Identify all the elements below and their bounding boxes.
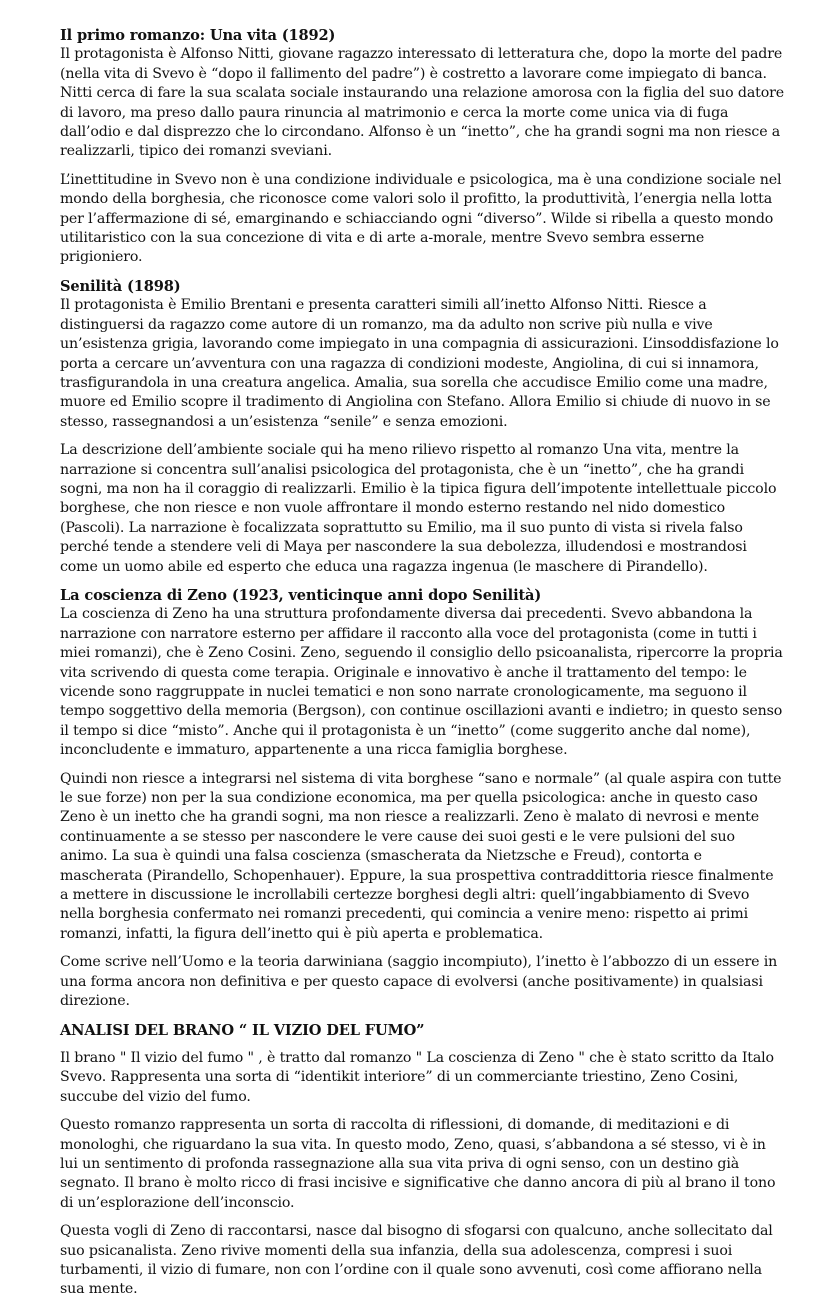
paragraph: La coscienza di Zeno ha una struttura profondamente diversa dai precedenti. Svevo abbandona la narrazione con narratore esterno per affidare il racconto alla voce del protagonista (come in tutti i miei romanzi), che è Zeno Cosini. Zeno, seguendo il consiglio dello psicoanalista, ripercorre la propria vita scrivendo di questa come terapia. Originale e innovativo è anche il trattamento del tempo: le vicende sono raggruppate in nuclei tematici e non sono narrate cronologicamente, ma seguono il tempo soggettivo della memoria (Bergson), con continue oscillazioni avanti e indietro; in questo senso il tempo si dice “misto”. Anche qui il protagonista è un “inetto” (come suggerito anche dal nome), inconcludente e immaturo, appartenente a una ricca famiglia borghese. [60,606,783,759]
paragraph: Questa vogli di Zeno di raccontarsi, nasce dal bisogno di sfogarsi con qualcuno, anche sollecitato dal suo psicanalista. Zeno rivive momenti della sua infanzia, della sua adolescenza, compresi i suoi turbamenti, il vizio di fumare, non con l’ordine con il quale sono avvenuti, così come affiorano nella sua mente. [60,1223,773,1298]
paragraph: L’inettitudine in Svevo non è una condizione individuale e psicologica, ma è una condizione sociale nel mondo della borghesia, che riconosce come valori solo il profitto, la produttività, l’energia nella lotta per l’affermazione di sé, emarginando e schiacciando ogni “diverso”. Wilde si ribella a questo mondo utilitaristico con la sua concezione di vita e di arte a-morale, mentre Svevo sembra esserne prigioniero. [60,171,782,266]
section-senilita [60,277,784,577]
paragraph: Il protagonista è Emilio Brentani e presenta caratteri simili all’inetto Alfonso Nitti. Riesce a distinguersi da ragazzo come autore di un romanzo, ma da adulto non scrive più nulla e vive un’esistenza grigia, lavorando come impiegato in una compagnia di assicurazioni. L’insoddisfazione lo porta a cercare un’avventura con una ragazza di condizioni modeste, Angiolina, di cui si innamora, trasfigurandola in una creatura angelica. Amalia, sua sorella che accudisce Emilio come una madre, muore ed Emilio scopre il tradimento di Angiolina con Stefano. Allora Emilio si chiude di nuovo in se stesso, rassegnandosi a un’esistenza “senile” e senza emozioni. [60,297,779,430]
paragraph: Il brano " Il vizio del fumo " , è tratto dal romanzo " La coscienza di Zeno " che è stato scritto da Italo Svevo. Rappresenta una sorta di “identikit interiore” di un commerciante triestino, Zeno Cosini, succube del vizio del fumo. [60,1049,774,1105]
paragraph: Quindi non riesce a integrarsi nel sistema di vita borghese “sano e normale” (al quale aspira con tutte le sue forze) non per la sua condizione economica, ma per quella psicologica: anche in questo caso Zeno è un inetto che ha grandi sogni, ma non riesce a realizzarli. Zeno è malato di nevrosi e mente continuamente a se stesso per nascondere le vere cause dei suoi gesti e le vere pulsioni del suo animo. La sua è quindi una falsa coscienza (smascherata da Nietzsche e Freud), contorta e mascherata (Pirandello, Schopenhauer). Eppure, la sua prospettiva contraddittoria riesce finalmente a mettere in discussione le incrollabili certezze borghesi degli altri: quell’ingabbiamento di Svevo nella borghesia confermato nei romanzi precedenti, qui comincia a venire meno: rispetto ai primi romanzi, infatti, la figura dell’inetto qui è più aperta e problematica. [60,770,782,942]
analysis-title: ANALISI DEL BRANO “ IL VIZIO DEL FUMO” [60,1021,425,1039]
paragraph: Come scrive nell’Uomo e la teoria darwiniana (saggio incompiuto), l’inetto è l’abbozzo di un essere in una forma ancora non definitiva e per questo capace di evolversi (anche positivamente) in qualsiasi direzione. [60,954,778,1010]
section-analisi-brano [60,1021,784,1300]
paragraph: La descrizione dell’ambiente sociale qui ha meno rilievo rispetto al romanzo Una vita, mentre la narrazione si concentra sull’analisi psicologica del protagonista, che è un “inetto”, che ha grandi sogni, ma non ha il coraggio di realizzarli. Emilio è la tipica figura dell’impotente intellettuale piccolo borghese, che non riesce e non vuole affrontare il mondo esterno restando nel nido domestico (Pascoli). La narrazione è focalizzata soprattutto su Emilio, ma il suo punto di vista si rivela falso perché tende a stendere veli di Maya per nascondere la sua debolezza, illudendosi e mostrandosi come un uomo abile ed esperto che educa una ragazza ingenua (le maschere di Pirandello). [60,442,777,575]
section-heading: La coscienza di Zeno (1923, venticinque anni dopo Senilità) [60,586,542,604]
paragraph: Il protagonista è Alfonso Nitti, giovane ragazzo interessato di letteratura che, dopo la morte del padre (nella vita di Svevo è “dopo il fallimento del padre”) è costretto a lavorare come impiegato di banca. Nitti cerca di fare la sua scalata sociale instaurando una relazione amorosa con la figlia del suo datore di lavoro, ma preso dallo paura rinuncia al matrimonio e cerca la morte come unica via di fuga dall’odio e dal disprezzo che lo circondano. Alfonso è un “inetto”, che ha grandi sogni ma non riesce a realizzarli, tipico dei romanzi sveviani. [60,46,784,160]
section-una-vita [60,26,784,268]
section-coscienza-di-zeno [60,586,784,1012]
section-heading: Il primo romanzo: Una vita (1892) [60,27,336,44]
paragraph: Questo romanzo rappresenta un sorta di raccolta di riflessioni, di domande, di meditazioni e di monologhi, che riguardano la sua vita. In questo modo, Zeno, quasi, s’abbandona a sé stesso, vi è in lui un sentimento di profonda rassegnazione alla sua vita priva di ogni senso, con un destino già segnato. Il brano è molto ricco di frasi incisive e significative che danno ancora di più al brano il tono di un’esplorazione dell’inconscio. [60,1117,776,1211]
section-heading: Senilità (1898) [60,277,181,295]
